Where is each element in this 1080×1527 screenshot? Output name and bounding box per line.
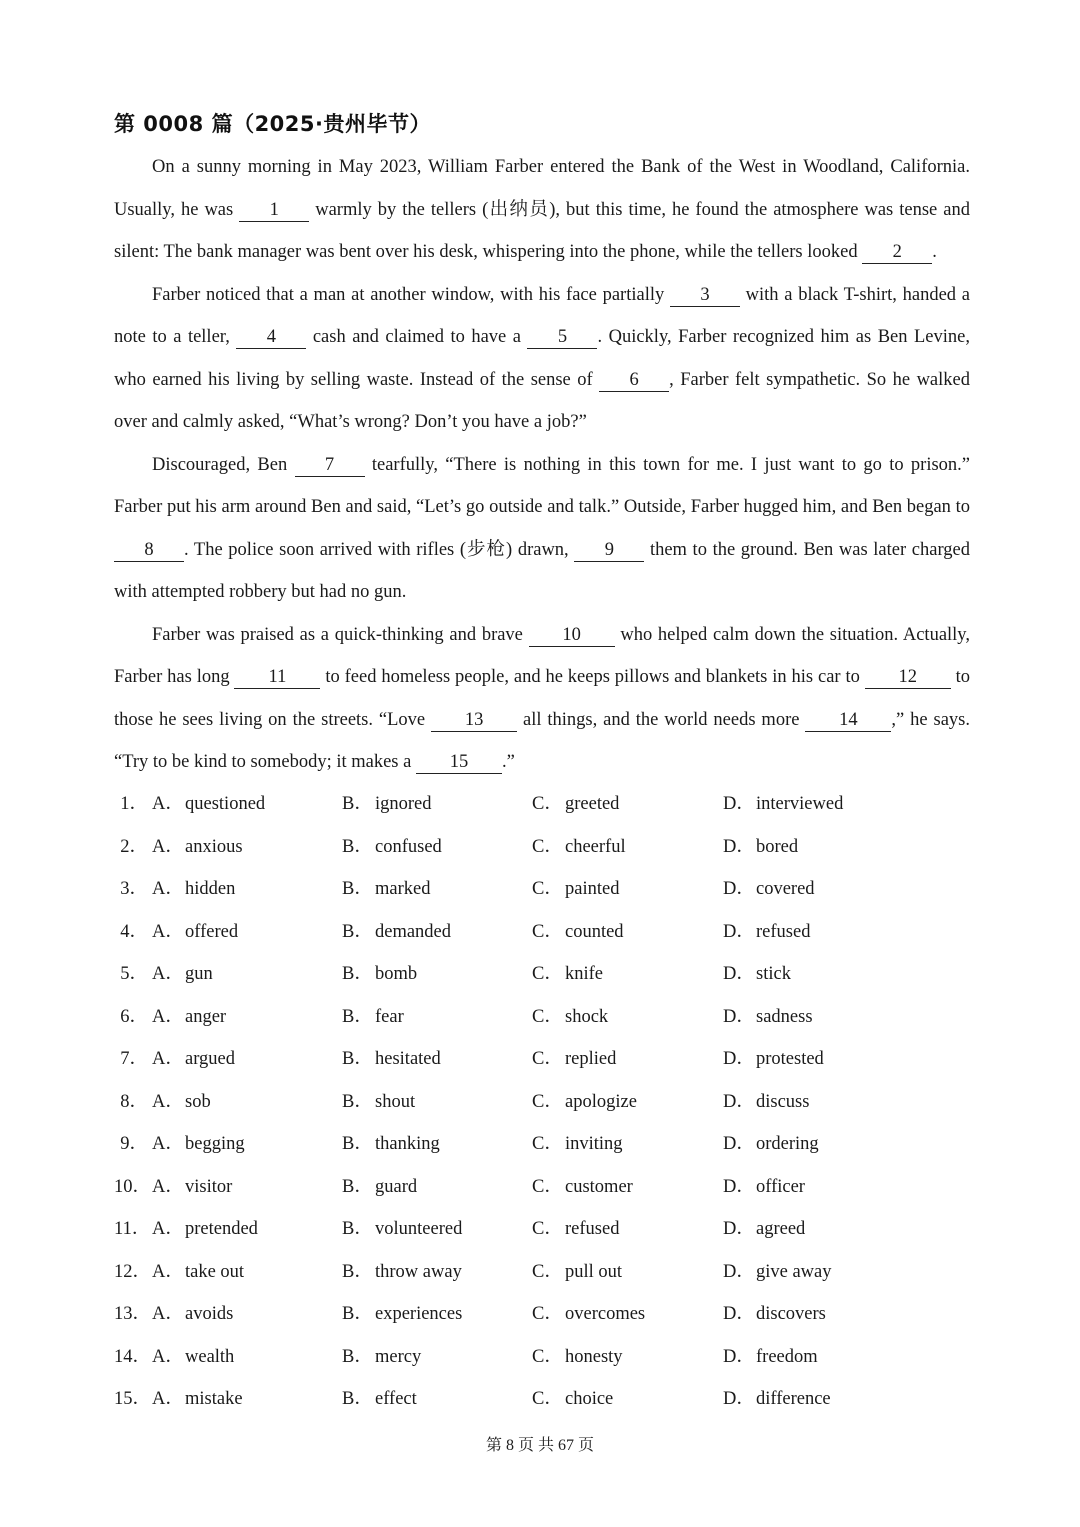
blank-7: 7	[295, 454, 365, 477]
option-d	[723, 783, 843, 826]
option-text: covered	[756, 879, 815, 899]
question-number: 9．	[120, 1134, 148, 1154]
text-segment: to feed homeless people, and he keeps pillows and blankets in his car to	[320, 667, 865, 687]
option-a	[152, 1251, 244, 1294]
option-a	[152, 868, 235, 911]
option-letter: A．	[152, 1304, 184, 1324]
paragraph-2	[114, 274, 970, 444]
option-c	[532, 1123, 623, 1166]
question-number: 15．	[114, 1389, 152, 1409]
question-row	[114, 996, 974, 1039]
blank-1: 1	[239, 199, 309, 222]
option-text: guard	[375, 1176, 418, 1197]
question-row	[114, 1208, 974, 1251]
blank-6: 6	[599, 369, 669, 392]
option-text: discovers	[756, 1304, 826, 1324]
option-text: honesty	[565, 1346, 623, 1367]
option-d	[723, 1208, 805, 1251]
option-a	[152, 826, 243, 869]
option-letter: D．	[723, 1006, 755, 1027]
option-letter: B．	[342, 921, 373, 942]
option-letter: B．	[342, 1219, 373, 1239]
option-letter: D．	[723, 1261, 755, 1282]
option-text: choice	[565, 1389, 614, 1409]
option-text: inviting	[565, 1134, 623, 1154]
option-letter: B．	[342, 964, 373, 984]
option-a	[152, 1293, 233, 1336]
option-text: sadness	[756, 1006, 813, 1027]
option-a	[152, 953, 213, 996]
option-letter: D．	[723, 1304, 755, 1324]
text-segment: On a sunny morning in May 2023, William Farber entered the Bank of the West in Woodland, California. Usually, he was	[114, 157, 970, 220]
option-b	[342, 953, 417, 996]
option-text: hesitated	[375, 1049, 441, 1069]
option-letter: D．	[723, 964, 755, 984]
text-segment: them to the ground. Ben was later charged with attempted robbery but had no gun.	[114, 539, 970, 602]
option-letter: B．	[342, 1049, 373, 1069]
option-d	[723, 953, 791, 996]
option-c	[532, 783, 619, 826]
option-letter: D．	[723, 1091, 755, 1112]
option-c	[532, 1293, 645, 1336]
question-number: 14．	[114, 1346, 152, 1367]
option-text: greeted	[565, 794, 620, 814]
option-text: avoids	[185, 1304, 234, 1324]
question-row	[114, 1123, 974, 1166]
option-letter: B．	[342, 1261, 373, 1282]
option-text: ordering	[756, 1134, 819, 1154]
option-letter: B．	[342, 1304, 373, 1324]
option-text: anger	[185, 1006, 227, 1027]
option-letter: B．	[342, 794, 373, 814]
question-row	[114, 868, 974, 911]
option-d	[723, 911, 810, 954]
question-row	[114, 1251, 974, 1294]
option-letter: A．	[152, 1134, 184, 1154]
option-letter: C．	[532, 1304, 563, 1324]
option-text: effect	[375, 1389, 417, 1409]
option-text: throw away	[375, 1261, 462, 1282]
option-c	[532, 996, 608, 1039]
option-a	[152, 1038, 235, 1081]
option-text: discuss	[756, 1091, 810, 1112]
option-d	[723, 1123, 819, 1166]
option-b	[342, 996, 404, 1039]
option-text: counted	[565, 921, 624, 942]
option-b	[342, 1166, 417, 1209]
option-d	[723, 868, 815, 911]
option-letter: D．	[723, 1176, 755, 1197]
option-text: overcomes	[565, 1304, 646, 1324]
option-d	[723, 1336, 818, 1379]
question-row	[114, 1336, 974, 1379]
text-segment: ,” he says. “Try to be kind to somebody; it makes a	[114, 709, 970, 772]
question-row	[114, 1038, 974, 1081]
text-segment: cash and claimed to have a	[306, 327, 528, 347]
text-segment: tearfully, “There is nothing in this town for me. I just want to go to prison.” Farber put his arm around Ben and said, “Let’s go outside and talk.” Outside, Farber hugged him, and Ben began to	[114, 454, 970, 517]
question-row	[114, 826, 974, 869]
option-text: confused	[375, 836, 442, 857]
option-b	[342, 1123, 440, 1166]
option-letter: D．	[723, 1346, 755, 1367]
option-a	[152, 996, 226, 1039]
option-text: replied	[565, 1049, 617, 1069]
blank-8: 8	[114, 539, 184, 562]
blank-3: 3	[670, 284, 740, 307]
option-letter: A．	[152, 794, 184, 814]
option-a	[152, 1378, 243, 1421]
paragraph-4	[114, 614, 970, 784]
option-b	[342, 1208, 462, 1251]
question-row	[114, 1378, 974, 1421]
option-text: refused	[756, 921, 811, 942]
option-b	[342, 1336, 421, 1379]
option-text: shout	[375, 1091, 416, 1112]
question-row	[114, 783, 974, 826]
option-text: pretended	[185, 1219, 258, 1239]
option-d	[723, 1251, 832, 1294]
option-letter: D．	[723, 794, 755, 814]
option-a	[152, 911, 238, 954]
question-number: 4．	[120, 921, 148, 942]
option-letter: A．	[152, 879, 184, 899]
option-text: stick	[756, 964, 791, 984]
option-d	[723, 1081, 809, 1124]
option-a	[152, 783, 265, 826]
text-segment: . The police soon arrived with rifles (步枪) drawn,	[184, 539, 575, 560]
paragraph-3	[114, 444, 970, 614]
option-text: difference	[756, 1389, 831, 1409]
option-text: bored	[756, 836, 799, 857]
option-letter: C．	[532, 1091, 563, 1112]
question-row	[114, 911, 974, 954]
option-c	[532, 1166, 633, 1209]
blank-2: 2	[862, 241, 932, 264]
option-d	[723, 1038, 824, 1081]
option-c	[532, 826, 626, 869]
option-text: visitor	[185, 1176, 233, 1197]
option-letter: C．	[532, 836, 563, 857]
option-text: demanded	[375, 921, 452, 942]
option-a	[152, 1081, 211, 1124]
option-letter: C．	[532, 921, 563, 942]
blank-11: 11	[234, 666, 320, 689]
option-text: take out	[185, 1261, 245, 1282]
blank-15: 15	[416, 751, 502, 774]
option-letter: A．	[152, 1006, 184, 1027]
option-b	[342, 868, 430, 911]
option-letter: C．	[532, 794, 563, 814]
option-text: painted	[565, 879, 620, 899]
question-row	[114, 1293, 974, 1336]
option-text: experiences	[375, 1304, 463, 1324]
option-d	[723, 826, 798, 869]
option-c	[532, 1208, 619, 1251]
option-text: sob	[185, 1091, 211, 1112]
option-text: bomb	[375, 964, 418, 984]
question-number: 11．	[114, 1219, 151, 1239]
option-text: mercy	[375, 1346, 422, 1367]
option-text: offered	[185, 921, 239, 942]
option-letter: A．	[152, 1389, 184, 1409]
option-c	[532, 1081, 637, 1124]
option-b	[342, 1293, 462, 1336]
question-number: 8．	[120, 1091, 148, 1112]
option-c	[532, 868, 619, 911]
option-b	[342, 1251, 462, 1294]
option-text: mistake	[185, 1389, 243, 1409]
question-row	[114, 1166, 974, 1209]
paragraph-1	[114, 146, 970, 274]
question-row	[114, 1081, 974, 1124]
option-text: freedom	[756, 1346, 818, 1367]
blank-9: 9	[574, 539, 644, 562]
option-text: interviewed	[756, 794, 844, 814]
option-letter: B．	[342, 1134, 373, 1154]
option-letter: A．	[152, 964, 184, 984]
option-text: argued	[185, 1049, 235, 1069]
option-a	[152, 1123, 245, 1166]
option-c	[532, 1038, 616, 1081]
option-text: cheerful	[565, 836, 626, 857]
blank-13: 13	[431, 709, 517, 732]
option-text: wealth	[185, 1346, 235, 1367]
option-letter: B．	[342, 1176, 373, 1197]
option-text: customer	[565, 1176, 633, 1197]
option-text: protested	[756, 1049, 824, 1069]
option-d	[723, 1378, 831, 1421]
option-letter: D．	[723, 836, 755, 857]
text-segment: all things, and the world needs more	[517, 709, 806, 730]
question-number: 12．	[114, 1261, 152, 1282]
option-letter: A．	[152, 1091, 184, 1112]
text-segment: , Farber felt sympathetic. So he walked over and calmly asked, “What’s wrong? Don’t you have a job?”	[114, 369, 970, 432]
text-segment: .	[932, 242, 937, 262]
question-number: 3．	[120, 879, 148, 899]
option-letter: A．	[152, 1261, 184, 1282]
text-segment: Farber was praised as a quick-thinking and brave	[152, 624, 529, 645]
option-text: begging	[185, 1134, 245, 1154]
option-d	[723, 996, 813, 1039]
option-letter: C．	[532, 1134, 563, 1154]
text-segment: warmly by the tellers (出纳员), but this time, he found the atmosphere was tense and silent: The bank manager was bent over his desk, whispering into the phone, while the tellers looked	[114, 199, 970, 262]
text-segment: who helped calm down the situation. Actually, Farber has long	[114, 624, 970, 687]
question-number: 13．	[114, 1304, 152, 1324]
page-footer: 第 8 页 共 67 页	[485, 1437, 594, 1454]
option-letter: C．	[532, 1049, 563, 1069]
option-b	[342, 911, 451, 954]
text-segment: . Quickly, Farber recognized him as Ben Levine, who earned his living by selling waste. Instead of the sense of	[114, 327, 970, 390]
option-letter: D．	[723, 1134, 755, 1154]
option-text: volunteered	[375, 1219, 463, 1239]
option-letter: A．	[152, 1346, 184, 1367]
option-letter: D．	[723, 1389, 755, 1409]
option-text: marked	[375, 879, 431, 899]
question-number: 5．	[120, 964, 148, 984]
option-letter: B．	[342, 879, 373, 899]
option-c	[532, 1251, 622, 1294]
option-letter: C．	[532, 1346, 563, 1367]
blank-4: 4	[236, 326, 306, 349]
option-a	[152, 1166, 232, 1209]
option-letter: C．	[532, 964, 563, 984]
option-letter: A．	[152, 921, 184, 942]
option-text: pull out	[565, 1261, 623, 1282]
option-a	[152, 1336, 234, 1379]
option-letter: C．	[532, 1389, 563, 1409]
answer-options	[114, 783, 974, 1421]
blank-12: 12	[865, 666, 951, 689]
option-letter: A．	[152, 1219, 184, 1239]
option-letter: B．	[342, 1091, 373, 1112]
option-d	[723, 1293, 826, 1336]
option-c	[532, 911, 624, 954]
option-c	[532, 1336, 623, 1379]
option-letter: D．	[723, 1219, 755, 1239]
cloze-passage	[114, 146, 970, 784]
option-c	[532, 953, 603, 996]
option-text: ignored	[375, 794, 432, 814]
option-text: agreed	[756, 1219, 806, 1239]
option-text: give away	[756, 1261, 832, 1282]
option-text: shock	[565, 1006, 609, 1027]
question-row	[114, 953, 974, 996]
option-c	[532, 1378, 613, 1421]
option-letter: C．	[532, 1176, 563, 1197]
option-b	[342, 826, 442, 869]
option-text: gun	[185, 964, 213, 984]
question-number: 7．	[120, 1049, 148, 1069]
option-letter: A．	[152, 1176, 184, 1197]
option-text: fear	[375, 1006, 404, 1027]
option-a	[152, 1208, 258, 1251]
question-number: 10．	[114, 1176, 152, 1197]
text-segment: Discouraged, Ben	[152, 454, 295, 475]
option-letter: C．	[532, 1006, 563, 1027]
option-text: anxious	[185, 836, 243, 857]
option-letter: B．	[342, 1006, 373, 1027]
text-segment: Farber noticed that a man at another window, with his face partially	[152, 284, 670, 305]
question-number: 2．	[120, 836, 148, 857]
text-segment: with a black T-shirt, handed a note to a teller,	[114, 284, 970, 347]
option-text: questioned	[185, 794, 266, 814]
option-b	[342, 1081, 415, 1124]
blank-10: 10	[529, 624, 615, 647]
option-letter: A．	[152, 1049, 184, 1069]
question-number: 6．	[120, 1006, 148, 1027]
option-letter: B．	[342, 1346, 373, 1367]
option-text: apologize	[565, 1091, 637, 1112]
option-letter: A．	[152, 836, 184, 857]
option-b	[342, 783, 432, 826]
option-letter: B．	[342, 1389, 373, 1409]
blank-14: 14	[805, 709, 891, 732]
question-number: 1．	[120, 794, 148, 814]
option-text: knife	[565, 964, 604, 984]
option-letter: C．	[532, 1219, 563, 1239]
option-text: refused	[565, 1219, 620, 1239]
option-letter: C．	[532, 1261, 563, 1282]
page-title: 第 0008 篇（2025·贵州毕节）	[114, 112, 431, 136]
option-letter: C．	[532, 879, 563, 899]
option-text: officer	[756, 1176, 805, 1197]
blank-5: 5	[527, 326, 597, 349]
option-letter: B．	[342, 836, 373, 857]
text-segment: to those he sees living on the streets. “Love	[114, 667, 970, 730]
option-letter: D．	[723, 879, 755, 899]
option-d	[723, 1166, 805, 1209]
option-text: thanking	[375, 1134, 440, 1154]
option-letter: D．	[723, 921, 755, 942]
option-b	[342, 1038, 441, 1081]
option-text: hidden	[185, 879, 236, 899]
option-letter: D．	[723, 1049, 755, 1069]
text-segment: .”	[501, 752, 515, 772]
option-b	[342, 1378, 417, 1421]
